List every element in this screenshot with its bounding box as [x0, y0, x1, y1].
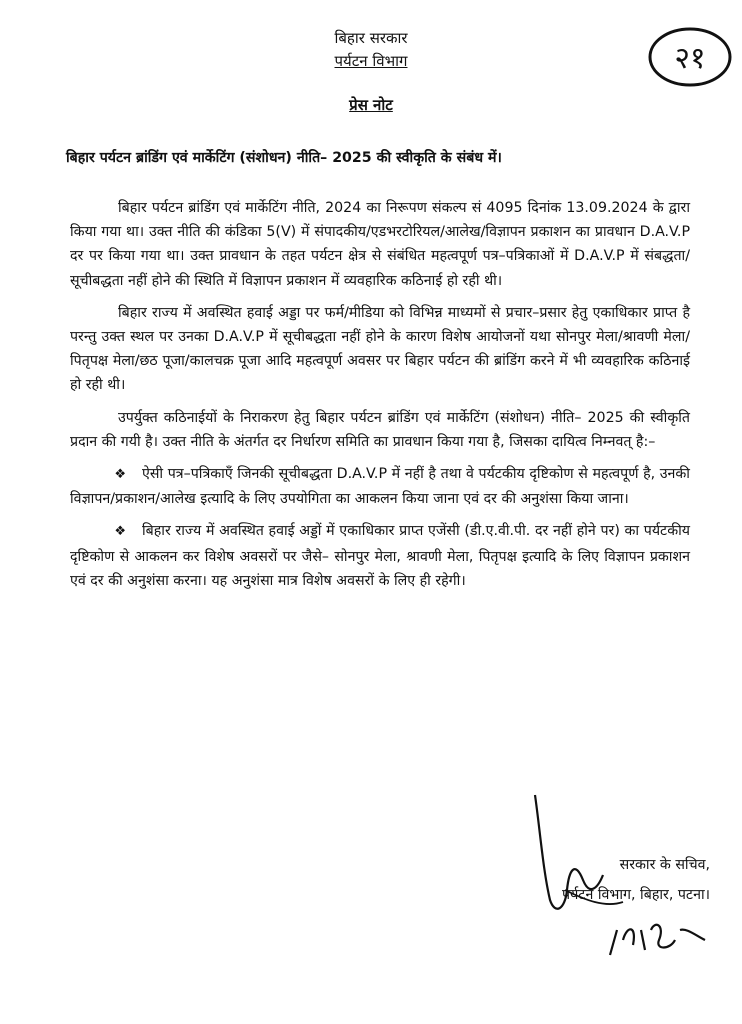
department-name: पर्यटन विभाग — [334, 52, 408, 70]
bullet-item-1-text: ऐसी पत्र–पत्रिकाएँ जिनकी सूचीबद्धता D.A.V.P में नहीं है तथा वे पर्यटकीय दृष्टिकोण से महत्वपूर्ण है, उनकी विज्ञापन/प्रकाशन/आलेख इत्यादि के लिए उपयोगिता का आकलन किया जाना एवं दर की अनुशंसा किया जाना। — [70, 466, 690, 508]
bullet-item-1 — [70, 462, 690, 511]
body-text — [70, 196, 690, 601]
subject-line: बिहार पर्यटन ब्रांडिंग एवं मार्केटिंग (संशोधन) नीति– 2025 की स्वीकृति के संबंध में। — [66, 150, 502, 166]
diamond-bullet-icon: ❖ — [114, 467, 126, 483]
bullet-item-2 — [70, 519, 690, 593]
paragraph-3: उपर्युक्त कठिनाईयों के निराकरण हेतु बिहार पर्यटन ब्रांडिंग एवं मार्केटिंग (संशोधन) नीति– 2025 की स्वीकृति प्रदान की गयी है। उक्त नीति के अंतर्गत दर निर्धारण समिति का प्रावधान किया गया है, जिसका दायित्व निम्नवत् है:– — [70, 409, 690, 450]
signature-date-text: 17/4/2025 — [605, 965, 611, 966]
document-type-title: प्रेस नोट — [349, 96, 393, 114]
handwritten-page-number-mark — [645, 22, 735, 90]
diamond-bullet-icon: ❖ — [114, 524, 126, 540]
corner-mark-text: २१ — [674, 41, 706, 76]
signatory-department: पर्यटन विभाग, बिहार, पटना। — [562, 887, 710, 903]
government-name: बिहार सरकार — [334, 29, 408, 47]
paragraph-1: बिहार पर्यटन ब्रांडिंग एवं मार्केटिंग नीति, 2024 का निरूपण संकल्प सं 4095 दिनांक 13.09.2024 के द्वारा किया गया था। उक्त नीति की कंडिका 5(V) में संपादकीय/एडभरटोरियल/आलेख/विज्ञापन प्रकाशन का प्रावधान D.A.V.P दर पर किया गया था। उक्त प्रावधान के तहत पर्यटन क्षेत्र से संबंधित महत्वपूर्ण पत्र–पत्रिकाओं में D.A.V.P में संबद्धता/सूचीबद्धता नहीं होने की स्थिति में विज्ञापन प्रकाशन में व्यवहारिक कठिनाई हो रही थी। — [70, 200, 690, 289]
signatory-designation: सरकार के सचिव, — [619, 857, 710, 873]
paragraph-2: बिहार राज्य में अवस्थित हवाई अड्डा पर फर्म/मीडिया को विभिन्न माध्यमों से प्रचार–प्रसार हेतु एकाधिकार प्राप्त है परन्तु उक्त स्थल पर उनका D.A.V.P में सूचीबद्धता नहीं होने के कारण विशेष आयोजनों यथा सोनपुर मेला/श्रावणी मेला/पितृपक्ष मेला/छठ पूजा/कालचक्र पूजा आदि महत्वपूर्ण अवसर पर बिहार पर्यटन की ब्रांडिंग करने में भी व्यवहारिक कठिनाई हो रही थी। — [70, 304, 690, 394]
signature-block — [470, 850, 710, 910]
bullet-item-2-text: बिहार राज्य में अवस्थित हवाई अड्डों में एकाधिकार प्राप्त एजेंसी (डी.ए.वी.पी. दर नहीं होने पर) का पर्यटकीय दृष्टिकोण से आकलन कर विशेष अवसरों पर जैसे– सोनपुर मेला, श्रावणी मेला, पितृपक्ष इत्यादि के लिए विज्ञापन प्रकाशन एवं दर की अनुशंसा करना। यह अनुशंसा मात्र विशेष अवसरों के लिए ही रहेगी। — [70, 523, 690, 589]
